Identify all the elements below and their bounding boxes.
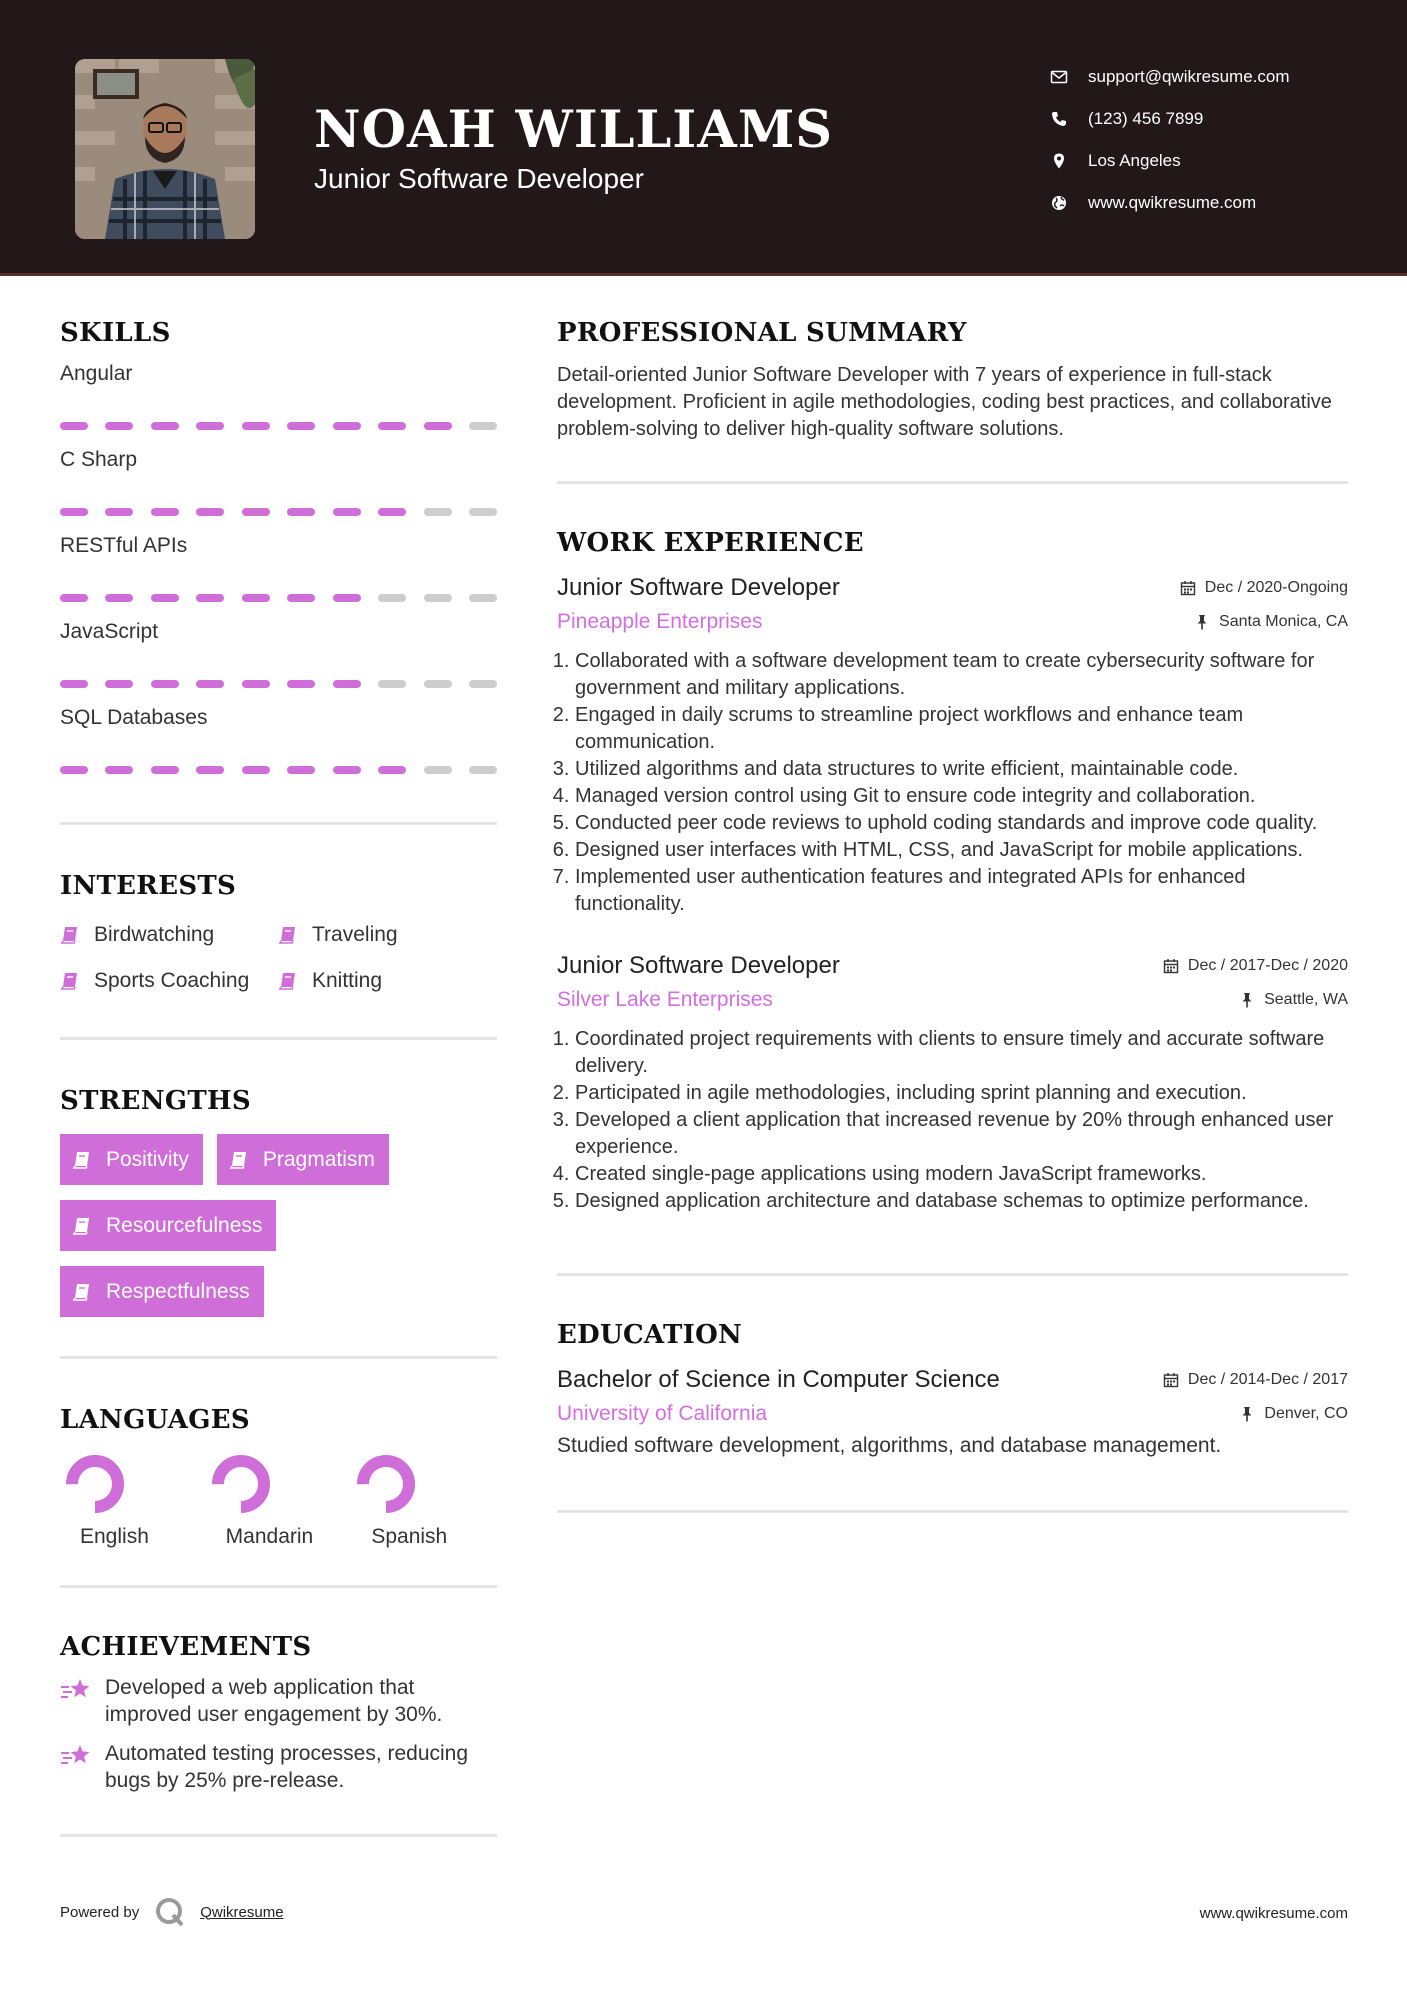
shooting-star-icon xyxy=(60,1676,92,1704)
strength-label: Resourcefulness xyxy=(106,1213,263,1237)
job-bullet: 6. Designed user interfaces with HTML, CSS, and JavaScript for mobile applications. xyxy=(575,837,1348,864)
strength-tag xyxy=(217,1134,389,1185)
globe-icon xyxy=(1050,194,1068,212)
candidate-title: Junior Software Developer xyxy=(314,163,644,194)
strength-label: Pragmatism xyxy=(262,1147,375,1171)
job-entry xyxy=(557,952,1348,1215)
job-date-text: Dec / 2020-Ongoing xyxy=(1204,579,1348,596)
job-bullet: 5. Conducted peer code reviews to uphold coding standards and improve code quality. xyxy=(575,810,1348,837)
skill-level-dash xyxy=(60,680,88,688)
skill-level-bar xyxy=(60,680,497,690)
school-name: University of California xyxy=(557,1402,768,1425)
skill-level-dash xyxy=(151,594,179,602)
skill-level-dash xyxy=(469,508,497,516)
divider xyxy=(60,1037,497,1040)
divider xyxy=(60,822,497,825)
book-icon xyxy=(72,1282,92,1302)
summary-heading: PROFESSIONAL SUMMARY xyxy=(557,318,967,348)
skill-level-dash xyxy=(469,422,497,430)
skill-level-dash xyxy=(105,422,133,430)
skill-level-dash xyxy=(333,680,361,688)
skill-level-dash xyxy=(151,680,179,688)
skill-name: RESTful APIs xyxy=(60,534,188,557)
skill-level-dash xyxy=(196,508,224,516)
job-bullet: 2. Engaged in daily scrums to streamline project workflows and enhance team communication. xyxy=(575,702,1348,756)
achievement-text: Automated testing processes, reducing bugs by 25% pre-release. xyxy=(105,1742,469,1792)
skill-level-dash xyxy=(333,508,361,516)
education-subheader xyxy=(557,1402,1348,1426)
language-item xyxy=(206,1453,352,1549)
job-location xyxy=(1239,991,1348,1009)
divider xyxy=(557,481,1348,484)
interests-heading: INTERESTS xyxy=(60,871,237,901)
envelope-icon xyxy=(1050,68,1068,86)
divider xyxy=(557,1273,1348,1276)
summary-text: Detail-oriented Junior Software Developer with 7 years of experience in full-stack development. Proficient in agile methodologies, coding best practices, and collaborative problem-solving to deliver high-quality software solutions. xyxy=(557,364,1332,440)
company-name: Silver Lake Enterprises xyxy=(557,988,773,1011)
pushpin-icon xyxy=(1239,1406,1255,1422)
divider xyxy=(557,1510,1348,1513)
education-heading: EDUCATION xyxy=(557,1320,743,1350)
skill-level-dash xyxy=(60,508,88,516)
job-bullets xyxy=(557,648,1348,918)
company-name: Pineapple Enterprises xyxy=(557,610,763,633)
pushpin-icon xyxy=(1194,614,1210,630)
skill-level-dash xyxy=(196,422,224,430)
skill-level-dash xyxy=(424,422,452,430)
job-header xyxy=(557,574,1348,602)
skill-level-dash xyxy=(333,766,361,774)
interest-item xyxy=(278,965,496,997)
achievement-item xyxy=(60,1674,497,1728)
interest-label: Traveling xyxy=(312,923,398,946)
skill-level-dash xyxy=(196,680,224,688)
skill-level-bar xyxy=(60,766,497,776)
skill-level-bar xyxy=(60,594,497,604)
experience-heading: WORK EXPERIENCE xyxy=(557,528,864,558)
book-icon xyxy=(60,925,80,945)
book-icon xyxy=(229,1150,249,1170)
job-location xyxy=(1194,613,1348,631)
skill-level-dash xyxy=(287,422,315,430)
footer-url[interactable]: www.qwikresume.com xyxy=(1199,1905,1348,1922)
skill-level-dash xyxy=(378,594,406,602)
education-location-text: Denver, CO xyxy=(1264,1405,1348,1422)
strength-tag xyxy=(60,1134,203,1185)
skill-level-dash xyxy=(333,594,361,602)
language-level-ring xyxy=(210,1453,272,1515)
achievements-heading: ACHIEVEMENTS xyxy=(60,1632,312,1662)
skill-level-dash xyxy=(378,422,406,430)
contact-website[interactable] xyxy=(1050,182,1290,224)
right-column xyxy=(557,318,1348,1513)
job-bullet: 2. Participated in agile methodologies, including sprint planning and execution. xyxy=(575,1080,1348,1107)
language-level-ring xyxy=(64,1453,126,1515)
calendar-icon xyxy=(1163,1372,1179,1388)
skill-level-dash xyxy=(287,680,315,688)
skill-level-dash xyxy=(424,594,452,602)
languages-heading: LANGUAGES xyxy=(60,1405,250,1435)
skill-level-dash xyxy=(469,680,497,688)
skill-level-dash xyxy=(242,594,270,602)
skill-level-dash xyxy=(242,680,270,688)
strengths-list xyxy=(60,1134,497,1332)
skill-level-dash xyxy=(242,508,270,516)
map-pin-icon xyxy=(1050,152,1068,170)
skill-level-dash xyxy=(333,422,361,430)
skill-level-dash xyxy=(60,594,88,602)
contact-email[interactable] xyxy=(1050,56,1290,98)
contact-phone-text: (123) 456 7899 xyxy=(1088,109,1204,128)
skill-level-dash xyxy=(105,508,133,516)
skill-level-dash xyxy=(105,594,133,602)
contact-location-text: Los Angeles xyxy=(1088,151,1181,170)
contact-email-text: support@qwikresume.com xyxy=(1088,67,1290,86)
skill-level-dash xyxy=(60,422,88,430)
job-location-text: Santa Monica, CA xyxy=(1219,613,1348,630)
book-icon xyxy=(278,925,298,945)
education-entry xyxy=(557,1366,1348,1458)
interest-item xyxy=(60,919,278,951)
languages-list xyxy=(60,1453,497,1549)
job-location-text: Seattle, WA xyxy=(1264,991,1348,1008)
skills-heading: SKILLS xyxy=(60,318,171,348)
divider xyxy=(60,1834,497,1837)
education-date xyxy=(1163,1371,1348,1389)
language-level-ring xyxy=(355,1453,417,1515)
skill-level-dash xyxy=(424,766,452,774)
job-bullet: 4. Managed version control using Git to ensure code integrity and collaboration. xyxy=(575,783,1348,810)
language-label: English xyxy=(80,1525,149,1548)
skill-level-dash xyxy=(424,508,452,516)
job-date xyxy=(1180,579,1348,597)
skill-level-dash xyxy=(105,680,133,688)
strength-label: Positivity xyxy=(106,1147,189,1171)
interest-label: Birdwatching xyxy=(94,923,215,946)
skill-level-dash xyxy=(151,508,179,516)
job-bullet: 3. Developed a client application that increased revenue by 20% through enhanced user experience. xyxy=(575,1107,1348,1161)
strength-tag xyxy=(60,1200,276,1251)
qwikresume-link[interactable]: Qwikresume xyxy=(200,1903,284,1921)
skill-name: JavaScript xyxy=(60,620,159,643)
pushpin-icon xyxy=(1239,992,1255,1008)
divider xyxy=(60,1356,497,1359)
job-title: Junior Software Developer xyxy=(557,952,840,979)
job-bullet: 7. Implemented user authentication features and integrated APIs for enhanced functionality. xyxy=(575,864,1348,918)
strength-tag xyxy=(60,1266,264,1317)
divider xyxy=(60,1585,497,1588)
qwikresume-logo-icon xyxy=(154,1896,186,1928)
job-subheader xyxy=(557,988,1348,1012)
powered-by-label: Powered by xyxy=(60,1903,140,1921)
language-item xyxy=(351,1453,497,1549)
calendar-icon xyxy=(1180,580,1196,596)
education-location xyxy=(1239,1405,1348,1423)
skill-level-dash xyxy=(378,766,406,774)
contact-list xyxy=(1050,56,1290,224)
language-label: Mandarin xyxy=(225,1525,314,1548)
achievement-item xyxy=(60,1740,497,1794)
skill-level-dash xyxy=(151,422,179,430)
job-bullet: 1. Collaborated with a software development team to create cybersecurity software for government and military applications. xyxy=(575,648,1348,702)
interest-label: Sports Coaching xyxy=(94,969,250,992)
profile-photo xyxy=(75,59,255,239)
strengths-heading: STRENGTHS xyxy=(60,1086,251,1116)
language-item xyxy=(60,1453,206,1549)
interest-item xyxy=(278,919,496,951)
left-column xyxy=(60,318,497,1837)
education-header xyxy=(557,1366,1348,1394)
skill-level-dash xyxy=(105,766,133,774)
skill-level-bar xyxy=(60,422,497,432)
skill-level-dash xyxy=(242,422,270,430)
book-icon xyxy=(72,1150,92,1170)
job-bullet: 4. Created single-page applications using modern JavaScript frameworks. xyxy=(575,1161,1348,1188)
skill-name: Angular xyxy=(60,362,133,385)
interests-list xyxy=(60,919,497,997)
interest-label: Knitting xyxy=(312,969,383,992)
skill-level-dash xyxy=(378,680,406,688)
footer-powered-by xyxy=(60,1896,284,1928)
book-icon xyxy=(72,1216,92,1236)
skill-level-dash xyxy=(469,766,497,774)
job-title: Junior Software Developer xyxy=(557,574,840,601)
calendar-icon xyxy=(1163,958,1179,974)
skills-list xyxy=(60,362,497,776)
phone-icon xyxy=(1050,110,1068,128)
job-bullet: 1. Coordinated project requirements with clients to ensure timely and accurate software delivery. xyxy=(575,1026,1348,1080)
education-description: Studied software development, algorithms, and database management. xyxy=(557,1434,1222,1457)
achievement-text: Developed a web application that improved user engagement by 30%. xyxy=(105,1676,443,1726)
contact-phone[interactable] xyxy=(1050,98,1290,140)
interest-item xyxy=(60,965,278,997)
book-icon xyxy=(278,971,298,991)
skill-level-dash xyxy=(287,508,315,516)
education-date-text: Dec / 2014-Dec / 2017 xyxy=(1187,1371,1348,1388)
skill-level-dash xyxy=(287,594,315,602)
job-header xyxy=(557,952,1348,980)
degree-title: Bachelor of Science in Computer Science xyxy=(557,1366,1000,1393)
resume-header xyxy=(0,0,1407,276)
job-bullets xyxy=(557,1026,1348,1215)
job-date xyxy=(1163,957,1348,975)
job-date-text: Dec / 2017-Dec / 2020 xyxy=(1187,957,1348,974)
skill-level-dash xyxy=(287,766,315,774)
book-icon xyxy=(60,971,80,991)
skill-level-dash xyxy=(196,594,224,602)
skill-name: SQL Databases xyxy=(60,706,208,729)
job-subheader xyxy=(557,610,1348,634)
shooting-star-icon xyxy=(60,1742,92,1770)
skill-level-dash xyxy=(469,594,497,602)
skill-level-dash xyxy=(196,766,224,774)
skill-level-dash xyxy=(424,680,452,688)
job-bullet: 3. Utilized algorithms and data structures to write efficient, maintainable code. xyxy=(575,756,1348,783)
skill-level-bar xyxy=(60,508,497,518)
job-bullet: 5. Designed application architecture and database schemas to optimize performance. xyxy=(575,1188,1348,1215)
contact-website-text: www.qwikresume.com xyxy=(1088,193,1257,212)
skill-name: C Sharp xyxy=(60,448,138,471)
strength-label: Respectfulness xyxy=(106,1279,250,1303)
skill-level-dash xyxy=(151,766,179,774)
skill-level-dash xyxy=(242,766,270,774)
skill-level-dash xyxy=(60,766,88,774)
candidate-name: NOAH WILLIAMS xyxy=(314,100,834,160)
language-label: Spanish xyxy=(371,1525,448,1548)
job-entry xyxy=(557,574,1348,918)
contact-location xyxy=(1050,140,1290,182)
skill-level-dash xyxy=(378,508,406,516)
